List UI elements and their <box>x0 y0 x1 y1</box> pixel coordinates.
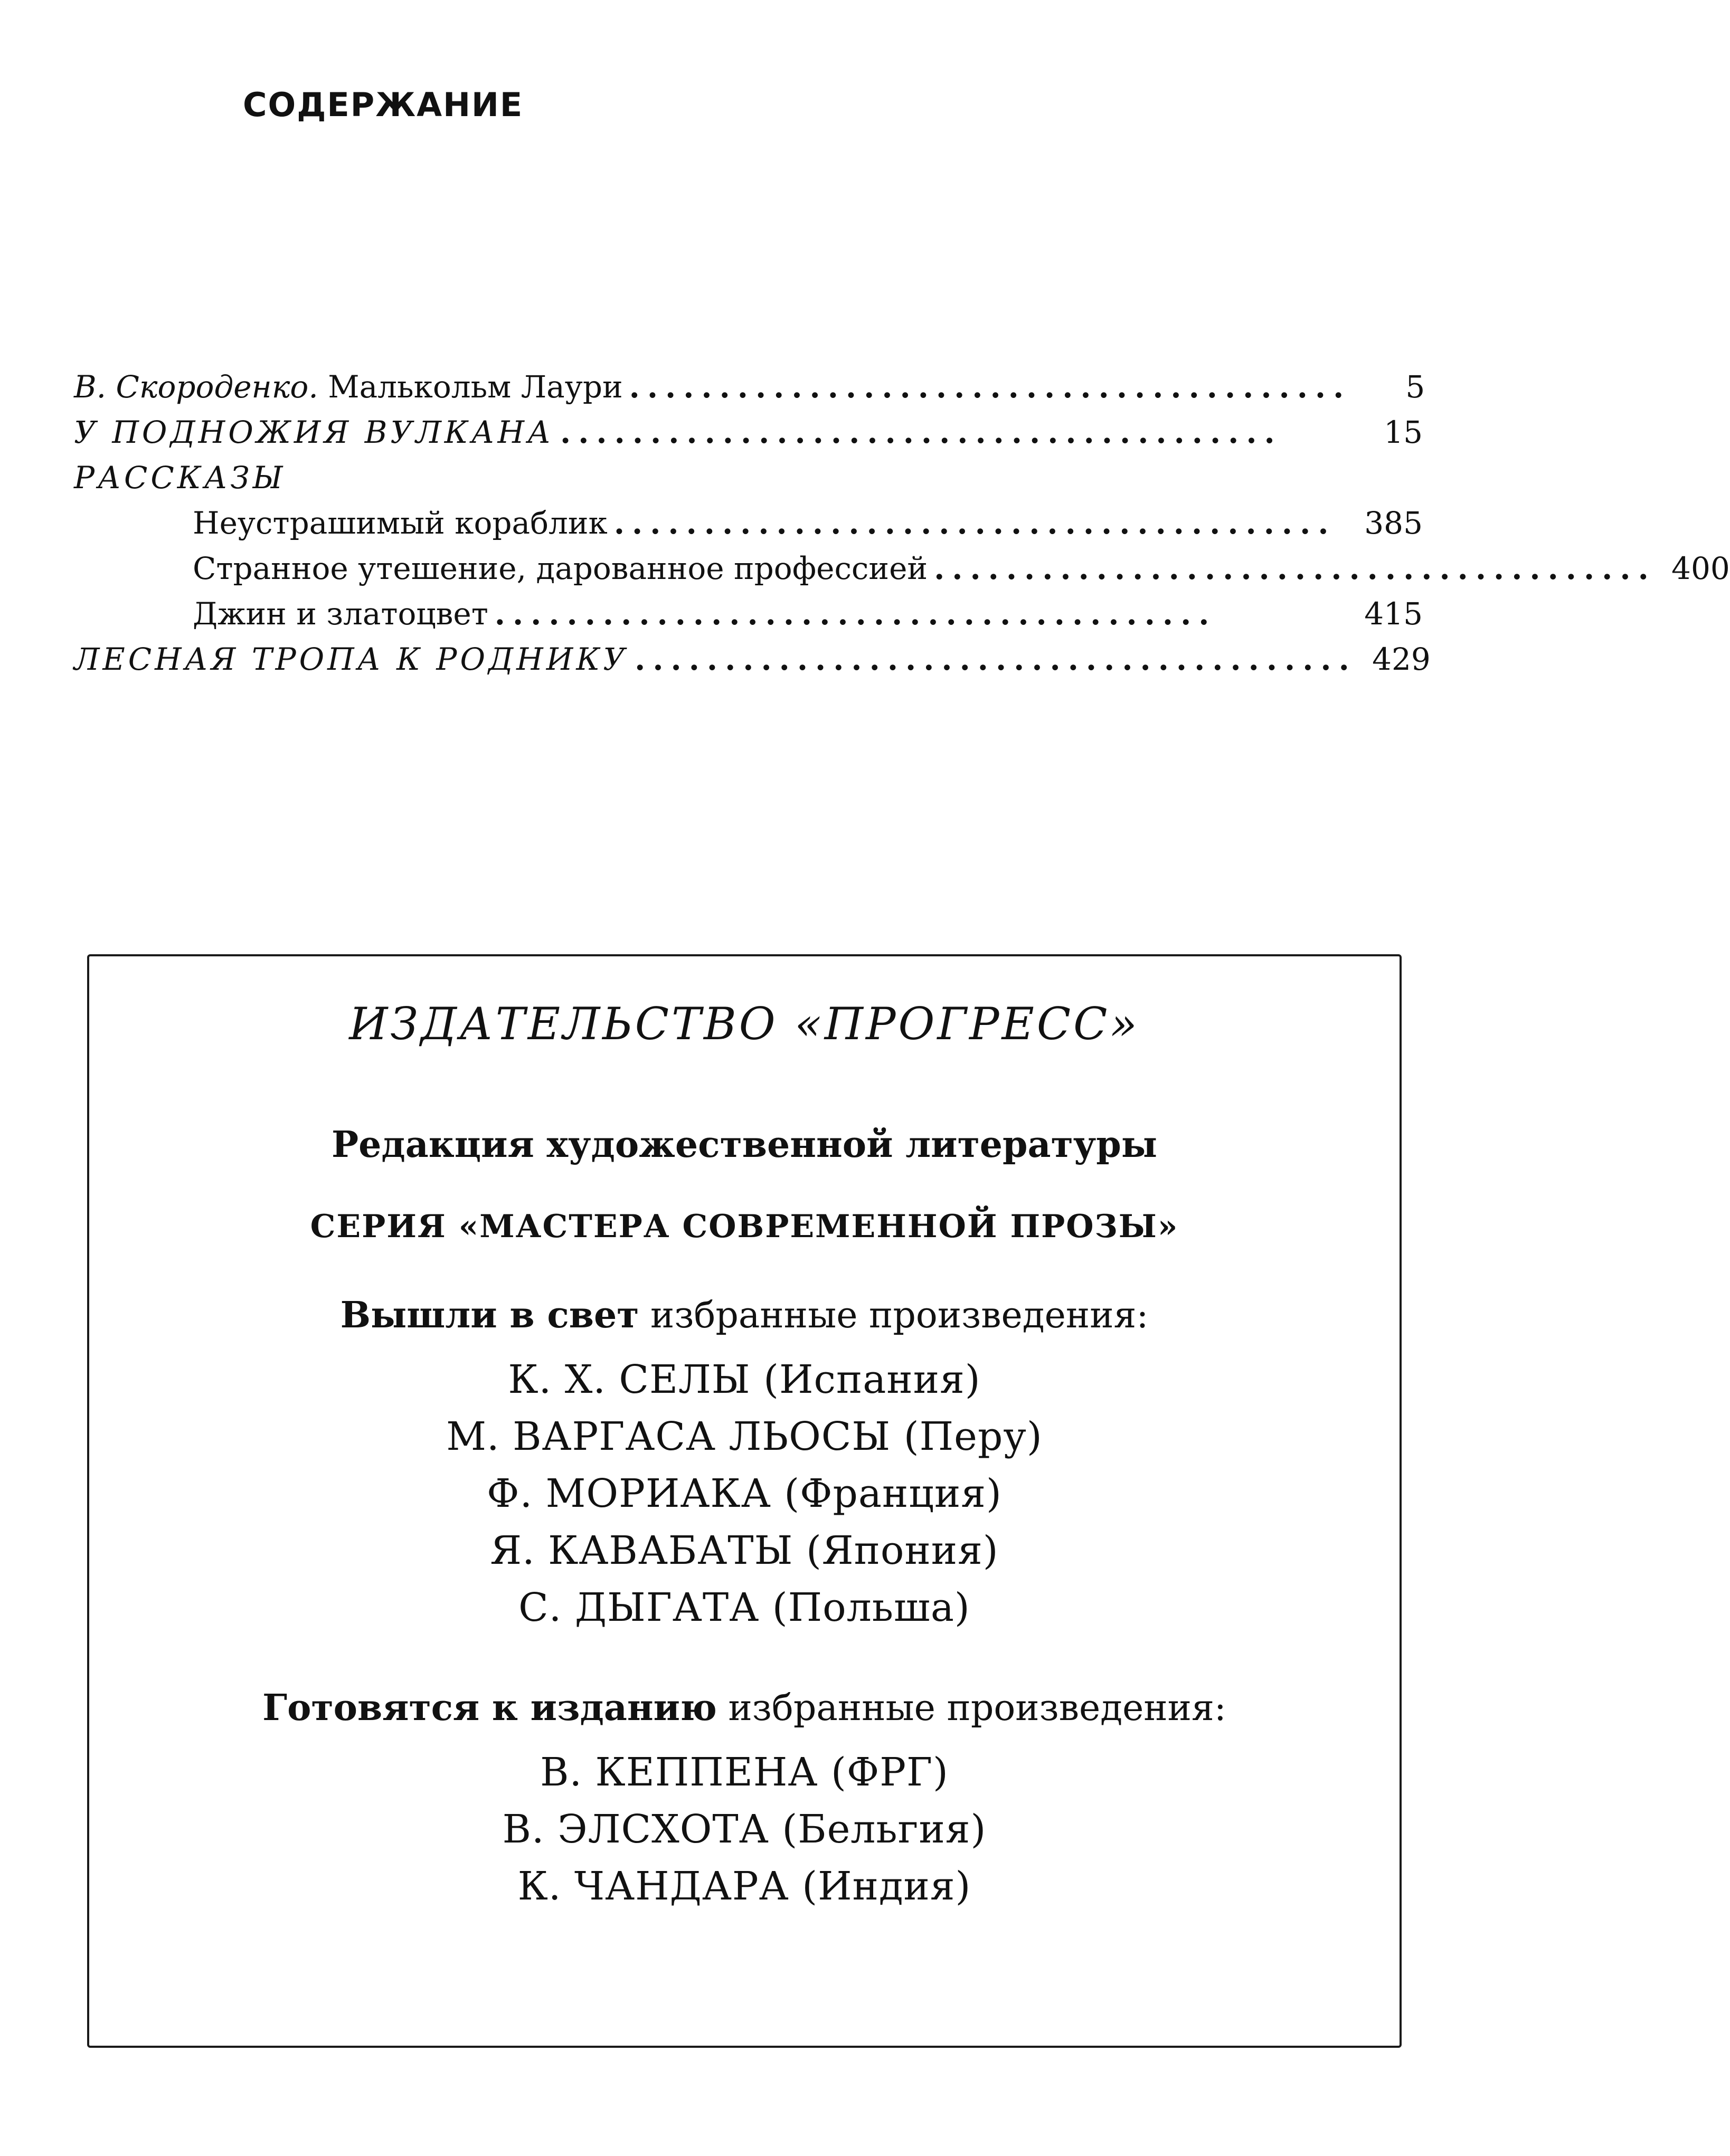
toc-entry-page: 400 <box>1671 550 1730 586</box>
table-of-contents <box>74 364 1730 682</box>
toc-entry-title: Неустрашимый кораблик <box>193 505 608 541</box>
published-works-list <box>89 1351 1400 1636</box>
toc-entry-page: 429 <box>1372 641 1431 677</box>
publisher-name: ИЗДАТЕЛЬСТВО «ПРОГРЕСС» <box>349 998 1140 1050</box>
published-heading-lead: Вышли в свет <box>340 1294 639 1337</box>
toc-leader-dots: ........................................ <box>613 505 1336 541</box>
toc-entry-title: У ПОДНОЖИЯ ВУЛКАНА <box>74 414 554 450</box>
toc-entry-story-3[interactable] <box>74 591 1423 637</box>
toc-leader-dots: ........................................ <box>494 596 1217 632</box>
upcoming-work: К. ЧАНДАРА (Индия) <box>517 1863 971 1909</box>
toc-entry-novella[interactable] <box>74 637 1431 682</box>
toc-entry-author: В. Скороденко. <box>74 369 318 405</box>
toc-entry-page: 385 <box>1364 505 1423 541</box>
toc-entry-text <box>74 364 623 410</box>
publisher-announcement-box <box>87 954 1402 2048</box>
toc-entry-story-1[interactable] <box>74 500 1423 546</box>
published-work: Ф. МОРИАКА (Франция) <box>487 1470 1002 1516</box>
upcoming-works-list <box>89 1744 1400 1915</box>
published-work: Я. КАВАБАТЫ (Япония) <box>490 1527 999 1573</box>
toc-entry-novel[interactable] <box>74 410 1423 455</box>
series-title: СЕРИЯ «МАСТЕРА СОВРЕМЕННОЙ ПРОЗЫ» <box>310 1208 1179 1246</box>
published-work: С. ДЫГАТА (Польша) <box>518 1584 970 1630</box>
toc-leader-dots: ........................................ <box>629 369 1351 405</box>
published-work: К. Х. СЕЛЫ (Испания) <box>508 1356 981 1402</box>
toc-section-stories <box>74 455 1423 500</box>
toc-entry-title: Странное утешение, дарованное профессией <box>193 550 928 586</box>
upcoming-heading <box>89 1687 1400 1730</box>
toc-entry-page: 415 <box>1364 596 1423 632</box>
page-title: СОДЕРЖАНИЕ <box>243 86 524 124</box>
upcoming-heading-rest: избранные произведения: <box>728 1687 1226 1729</box>
toc-entry-page: 15 <box>1384 414 1423 450</box>
upcoming-heading-lead: Готовятся к изданию <box>262 1686 717 1729</box>
toc-section-title: РАССКАЗЫ <box>74 460 286 496</box>
upcoming-work: В. ЭЛСХОТА (Бельгия) <box>502 1806 987 1852</box>
published-work: М. ВАРГАСА ЛЬОСЫ (Перу) <box>446 1413 1043 1459</box>
published-heading <box>89 1294 1400 1337</box>
toc-leader-dots: ........................................ <box>635 641 1357 677</box>
toc-leader-dots: ........................................ <box>934 550 1656 586</box>
toc-entry-title: ЛЕСНАЯ ТРОПА К РОДНИКУ <box>74 641 629 677</box>
published-heading-rest: избранные произведения: <box>650 1295 1149 1337</box>
toc-entry-page: 5 <box>1405 369 1425 405</box>
toc-entry-title: Джин и златоцвет <box>193 596 488 632</box>
toc-entry-title: Малькольм Лаури <box>328 369 623 405</box>
toc-leader-dots: ........................................ <box>560 414 1282 450</box>
toc-entry-story-2[interactable] <box>74 546 1730 591</box>
upcoming-work: В. КЕППЕНА (ФРГ) <box>540 1749 949 1795</box>
editorial-department: Редакция художественной литературы <box>332 1123 1157 1166</box>
toc-entry-introduction[interactable] <box>74 364 1423 410</box>
